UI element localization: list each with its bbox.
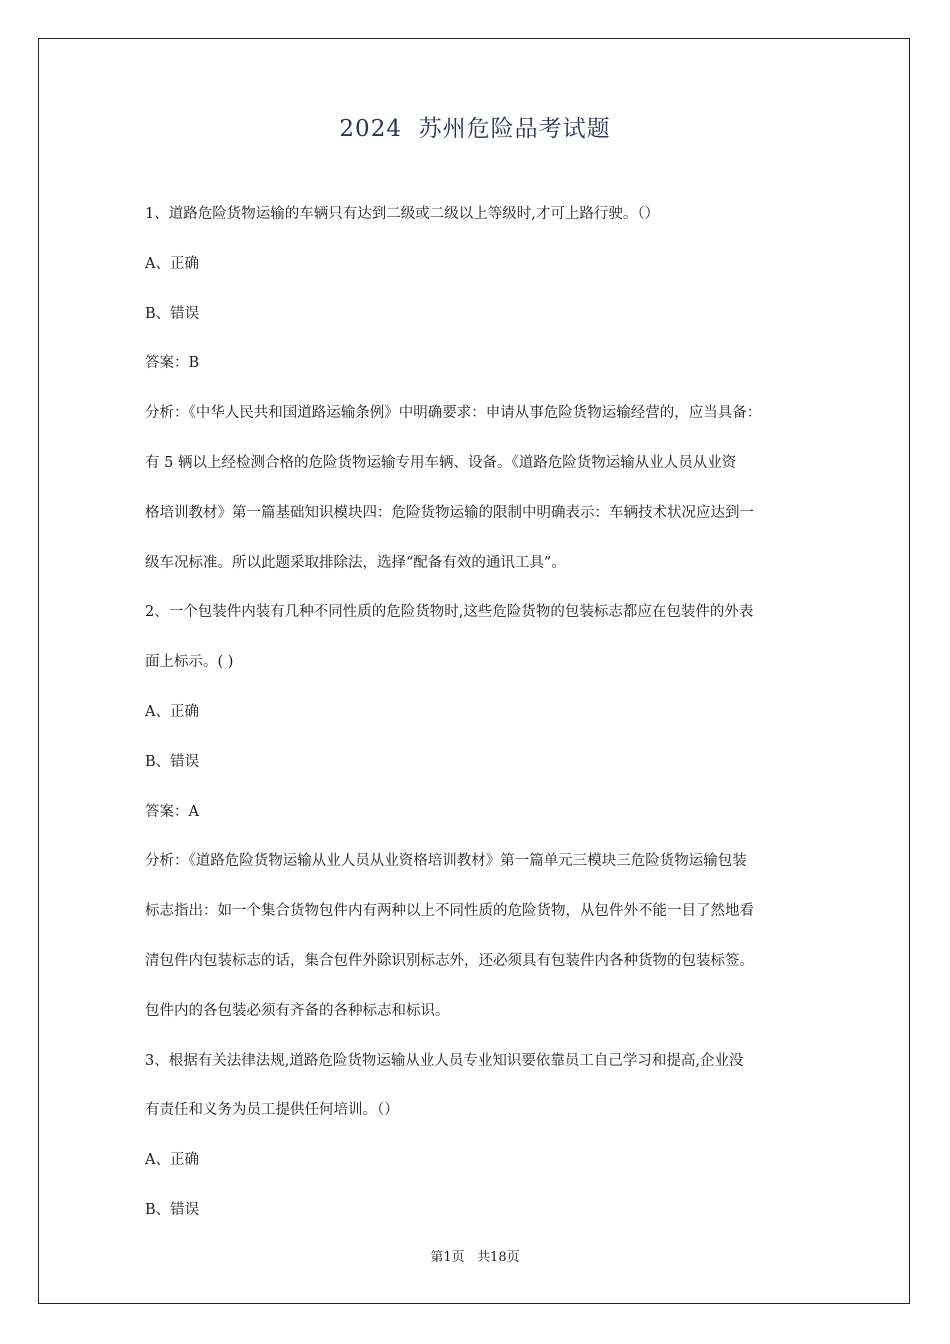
question-1-text: 1、道路危险货物运输的车辆只有达到二级或二级以上等级时,才可上路行驶。（） <box>145 206 660 222</box>
question-1-answer: 答案：B <box>145 355 200 372</box>
question-3-text: 3、根据有关法律法规,道路危险货物运输从业人员专业知识要依靠员工自己学习和提高,企业没 <box>145 1052 744 1069</box>
question-2-analysis-line: 分析：《道路危险货物运输从业人员从业资格培训教材》第一篇单元三模块三危险货物运输包装 <box>145 853 747 870</box>
page-footer: 第1页 共18页 <box>430 1250 520 1265</box>
question-1-option-a: A、正确 <box>145 255 199 272</box>
question-3-text: 有责任和义务为员工提供任何培训。（） <box>145 1102 399 1119</box>
question-1-analysis-line: 分析：《中华人民共和国道路运输条例》中明确要求：申请从事危险货物运输经营的，应当具备： <box>145 405 762 422</box>
question-1-option-b: B、错误 <box>145 305 200 322</box>
question-1-analysis-line: 格培训教材》第一篇基础知识模块四：危险货物运输的限制中明确表示：车辆技术状况应达到一 <box>145 504 754 521</box>
question-3-option-a: A、正确 <box>145 1152 199 1169</box>
question-2-option-b: B、错误 <box>145 753 200 770</box>
document-title: 2024 苏州危险品考试题 <box>339 116 611 142</box>
question-2-text: 面上标示。( ) <box>145 654 234 671</box>
question-2-analysis-line: 清包件内包装标志的话，集合包件外除识别标志外，还必须具有包装件内各种货物的包装标签。 <box>145 952 754 969</box>
question-2-text: 2、一个包装件内装有几种不同性质的危险货物时,这些危险货物的包装标志都应在包装件的外表 <box>145 604 754 621</box>
question-3-option-b: B、错误 <box>145 1201 200 1218</box>
question-2-analysis-line: 包件内的各包装必须有齐备的各种标志和标识。 <box>145 1002 450 1019</box>
question-1-analysis-line: 有 5 辆以上经检测合格的危险货物运输专用车辆、设备。《道路危险货物运输从业人员从业资 <box>145 454 737 471</box>
question-2-analysis-line: 标志指出：如一个集合货物包件内有两种以上不同性质的危险货物，从包件外不能一目了然地看 <box>145 903 754 920</box>
question-2-option-a: A、正确 <box>145 703 199 720</box>
question-1-analysis-line: 级车况标准。所以此题采取排除法，选择“配备有效的通讯工具”。 <box>145 554 566 571</box>
document-body <box>145 190 810 1236</box>
question-2-answer: 答案：A <box>145 803 199 820</box>
